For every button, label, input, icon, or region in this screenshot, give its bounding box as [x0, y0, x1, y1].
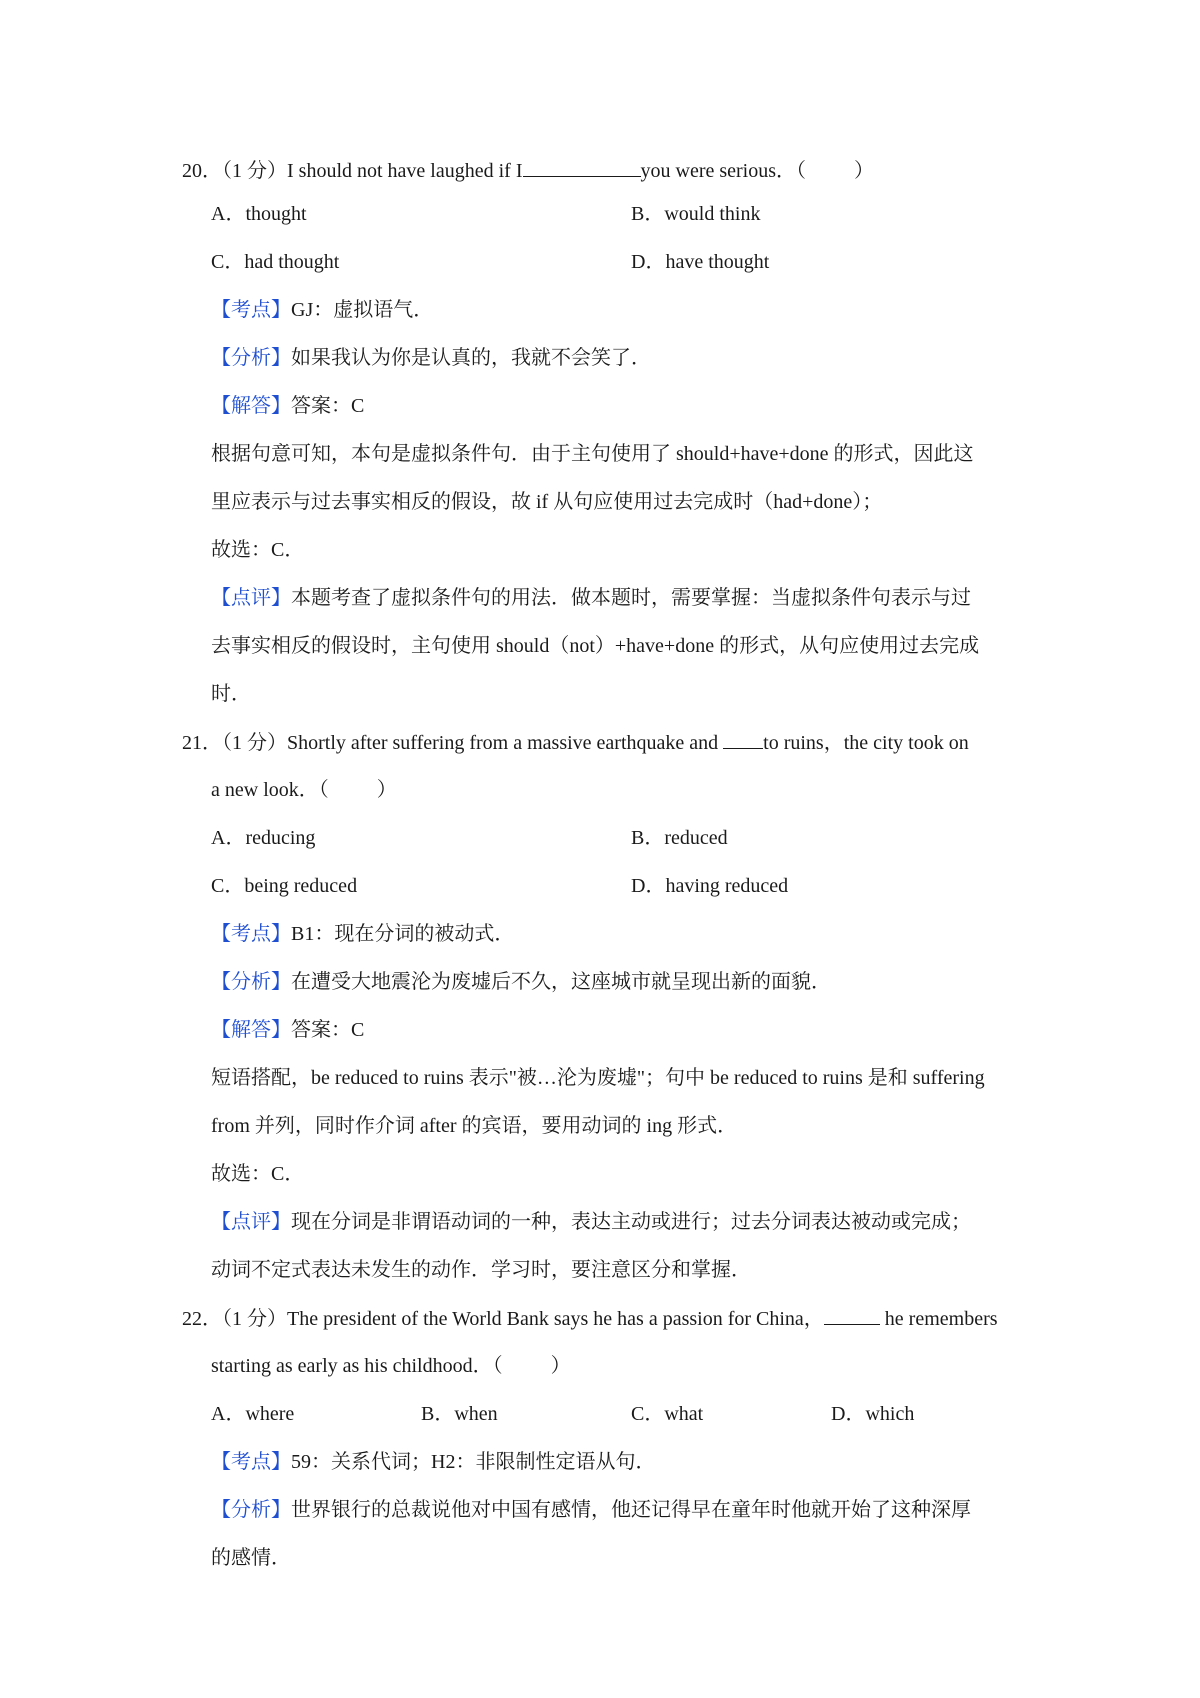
q22-stem-text-2: starting as early as his childhood．（: [211, 1355, 503, 1377]
q22-stem-text-before: The president of the World Bank says he has a passion for China，: [287, 1308, 824, 1330]
q20-jieda: [211, 392, 364, 420]
q22-blank: [824, 1304, 880, 1325]
q22-score: （1 分）: [222, 1308, 287, 1330]
q22-fenxi-tag: 【分析】: [211, 1499, 291, 1521]
q21-stem-text-before: Shortly after suffering from a massive earthquake and: [287, 732, 724, 754]
q20-stem-text-before: I should not have laughed if I: [287, 160, 523, 182]
q21-explain-line-1: 短语搭配，be reduced to ruins 表示"被…沦为废墟"；句中 be reduced to ruins 是和 suffering: [211, 1067, 985, 1089]
q20-stem-text-after: you were serious．（: [640, 160, 807, 182]
q21-dianping-tag: 【点评】: [211, 1211, 291, 1233]
q22-option-a: A．where: [211, 1403, 295, 1425]
q21-dianping-line-2: 动词不定式表达未发生的动作．学习时，要注意区分和掌握．: [211, 1259, 751, 1281]
q21-stem-text-2: a new look．（: [211, 779, 329, 801]
q21-stem: [182, 728, 969, 757]
q21-number: 21．（1 分）: [182, 732, 287, 754]
q21-dianping: [211, 1208, 971, 1236]
q21-option-b: B．reduced: [631, 827, 728, 849]
q22-stem-close: ）: [550, 1355, 571, 1377]
q20-option-c: C．had thought: [211, 251, 340, 273]
q20-dianping-tag: 【点评】: [211, 587, 291, 609]
q21-kaodian-tag: 【考点】: [211, 923, 291, 945]
q21-fenxi-tag: 【分析】: [211, 971, 291, 993]
q20-stem: [182, 156, 874, 185]
q22-stem: [182, 1304, 998, 1333]
q21-jieda-tag: 【解答】: [211, 1019, 291, 1041]
q20-kaodian-text: GJ：虚拟语气．: [291, 299, 434, 321]
q20-jieda-text: 答案：C: [291, 395, 365, 417]
q21-jieda: [211, 1016, 364, 1044]
q20-kaodian: [211, 296, 433, 324]
q20-kaodian-tag: 【考点】: [211, 299, 291, 321]
q21-kaodian: [211, 920, 514, 948]
q21-stem-close: ）: [376, 779, 397, 801]
q20-answer-choice: 故选：C．: [211, 539, 305, 561]
q20-jieda-tag: 【解答】: [211, 395, 291, 417]
q21-dianping-text-1: 现在分词是非谓语动词的一种，表达主动或进行；过去分词表达被动或完成；: [291, 1211, 971, 1233]
q21-answer-choice: 故选：C．: [211, 1163, 305, 1185]
q20-fenxi-tag: 【分析】: [211, 347, 291, 369]
q21-option-d: D．having reduced: [631, 875, 789, 897]
q22-number: 22．: [182, 1308, 222, 1330]
q20-number: 20．（1 分）: [182, 160, 287, 182]
q22-kaodian-text: 59：关系代词；H2：非限制性定语从句．: [291, 1451, 656, 1473]
q21-fenxi: [211, 968, 831, 996]
q21-blank: [723, 728, 763, 749]
q22-option-c: C．what: [631, 1403, 704, 1425]
q22-option-d: D．which: [831, 1403, 915, 1425]
q22-stem-line-2: [211, 1352, 571, 1380]
q21-kaodian-text: B1：现在分词的被动式．: [291, 923, 515, 945]
q21-option-a: A．reducing: [211, 827, 316, 849]
q22-options-row: [211, 1400, 1031, 1428]
q20-option-b: B．would think: [631, 203, 761, 225]
q22-stem-text-after: he remembers: [879, 1308, 998, 1330]
q20-dianping-line-2: 去事实相反的假设时，主句使用 should（not）+have+done 的形式，从句应使用过去完成: [211, 635, 980, 657]
q21-stem-line-2: [211, 776, 397, 804]
q21-stem-text-after: to ruins，the city took on: [763, 732, 969, 754]
q20-explain-line-1: 根据句意可知，本句是虚拟条件句．由于主句使用了 should+have+done 的形式，因此这: [211, 443, 974, 465]
q20-blank: [523, 156, 641, 177]
q20-option-a: A．thought: [211, 203, 307, 225]
q21-jieda-text: 答案：C: [291, 1019, 365, 1041]
q22-fenxi-line-2: 的感情．: [211, 1547, 291, 1569]
q21-option-c: C．being reduced: [211, 875, 358, 897]
q20-option-d: D．have thought: [631, 251, 770, 273]
q22-kaodian-tag: 【考点】: [211, 1451, 291, 1473]
q20-fenxi: [211, 344, 651, 372]
q20-explain-line-2: 里应表示与过去事实相反的假设，故 if 从句应使用过去完成时（had+done）；: [211, 491, 883, 513]
q20-fenxi-text: 如果我认为你是认真的，我就不会笑了．: [291, 347, 651, 369]
q22-kaodian: [211, 1448, 655, 1476]
q20-dianping-line-3: 时．: [211, 683, 251, 705]
q22-fenxi: [211, 1496, 971, 1524]
q21-explain-line-2: from 并列，同时作介词 after 的宾语，要用动词的 ing 形式．: [211, 1115, 738, 1137]
q20-dianping-text-1: 本题考查了虚拟条件句的用法．做本题时，需要掌握：当虚拟条件句表示与过: [291, 587, 971, 609]
q22-option-b: B．when: [421, 1403, 498, 1425]
q21-fenxi-text: 在遭受大地震沦为废墟后不久，这座城市就呈现出新的面貌．: [291, 971, 831, 993]
q20-stem-close: ）: [854, 160, 875, 182]
q20-dianping: [211, 584, 971, 612]
q22-fenxi-text-1: 世界银行的总裁说他对中国有感情，他还记得早在童年时他就开始了这种深厚: [291, 1499, 971, 1521]
